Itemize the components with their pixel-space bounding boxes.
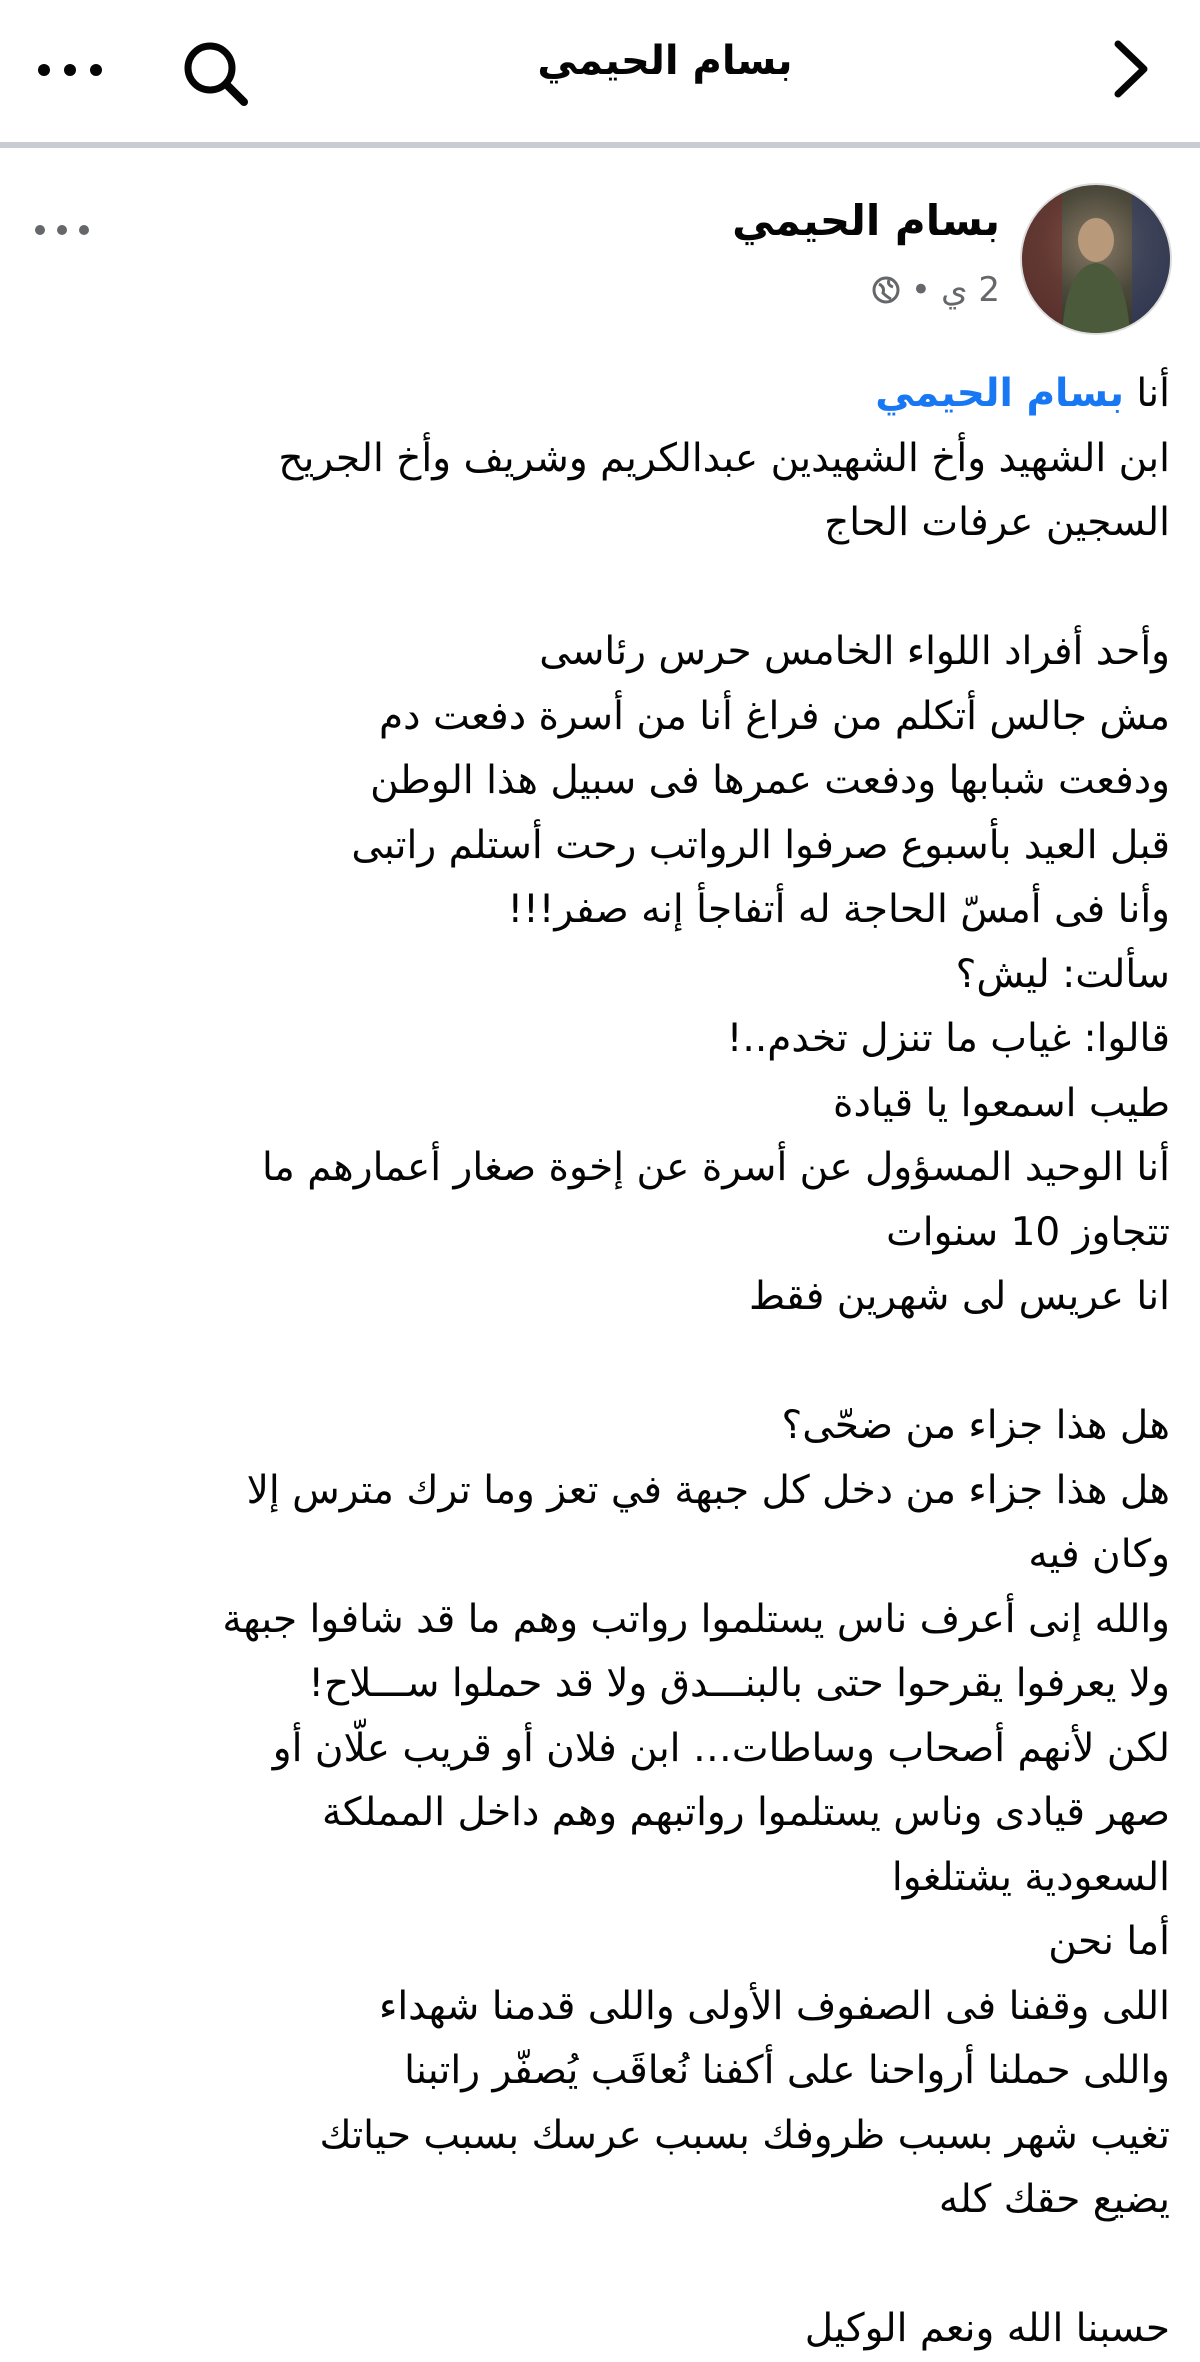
post-text-line: اللى وقفنا فى الصفوف الأولى واللى قدمنا شهداء (379, 1983, 1170, 2029)
post-text-line: حسبنا الله ونعم الوكيل (804, 2306, 1170, 2351)
post-text-line: هل هذا جزاء من ضحّى؟ (781, 1403, 1170, 1448)
post-meta (871, 270, 1000, 310)
post-text-line: لكن لأنهم أصحاب وساطات… ابن فلان أو قريب علّان أو (272, 1725, 1170, 1771)
post-text-line: تغيب شهر بسبب ظروفك بسبب عرسك بسبب حياتك (319, 2112, 1170, 2158)
globe-icon (871, 275, 901, 305)
post-text-line: وكان فيه (1028, 1532, 1170, 1577)
post-text-line: طيب اسمعوا يا قيادة (833, 1080, 1170, 1126)
author-avatar[interactable] (1020, 183, 1172, 335)
post-text-line: وأنا فى أمسّ الحاجة له أتفاجأ إنه صفر!!! (507, 887, 1170, 932)
post-text-line: قبل العيد بأسبوع صرفوا الرواتب رحت أستلم راتبى (351, 822, 1170, 868)
post-text-line: أنا الوحيد المسؤول عن أسرة عن إخوة صغار أعمارهم ما (262, 1145, 1170, 1190)
top-bar (0, 0, 1200, 142)
post-text-line: صهر قيادى وناس يستلموا رواتبهم وهم داخل المملكة (321, 1790, 1170, 1835)
post-text-line: واللى حملنا أرواحنا على أكفنا نُعاقَب يُصفّر راتبنا (404, 2048, 1170, 2093)
back-button[interactable] (1100, 34, 1160, 104)
post-time[interactable]: 2 ي (940, 270, 1000, 310)
blank-line (20, 1330, 1170, 1395)
post-text-line: السعودية يشتلغوا (891, 1854, 1170, 1900)
post-text-line: ودفعت شبابها ودفعت عمرها فى سبيل هذا الوطن (370, 758, 1170, 803)
post-text-line: انا عريس لى شهرين فقط (748, 1274, 1170, 1319)
header-divider (0, 142, 1200, 148)
post-text-line: سألت: ليش؟ (955, 951, 1170, 997)
post-text-line: أما نحن (1048, 1919, 1170, 1964)
post-text-line: ولا يعرفوا يقرحوا حتى بالبنـــدق ولا قد حملوا ســـلاح! (308, 1661, 1170, 1706)
post-options-button[interactable] (28, 210, 98, 250)
author-name[interactable]: بسام الحيمي (732, 196, 1000, 245)
post-body (20, 362, 1170, 2362)
post-text-line: السجين عرفات الحاج (824, 500, 1170, 545)
post-text-line: قالوا: غياب ما تنزل تخدم..! (726, 1016, 1170, 1061)
post-text-line: تتجاوز 10 سنوات (886, 1209, 1170, 1255)
mention-link[interactable]: بسام الحيمي (875, 371, 1125, 416)
post-intro-line (20, 362, 1170, 427)
post-text-line: يضيع حقك كله (938, 2177, 1170, 2222)
meta-separator: • (910, 270, 931, 310)
post-text-line: وأحد أفراد اللواء الخامس حرس رئاسى (539, 629, 1170, 674)
post-text-line: والله إنى أعرف ناس يستلموا رواتب وهم ما قد شافوا جبهة (222, 1596, 1170, 1642)
blank-line (20, 556, 1170, 621)
chevron-right-icon (1100, 34, 1160, 104)
blank-line (20, 2233, 1170, 2298)
avatar-photo (1022, 185, 1170, 333)
page-title: بسام الحيمي (537, 38, 793, 84)
post-text-line: هل هذا جزاء من دخل كل جبهة في تعز وما ترك مترس إلا (246, 1467, 1170, 1513)
more-dots-icon (28, 210, 98, 250)
intro-prefix: أنا (1136, 371, 1170, 416)
post-text-line: مش جالس أتكلم من فراغ أنا من أسرة دفعت دم (379, 693, 1170, 739)
post-text-line: ابن الشهيد وأخ الشهيدين عبدالكريم وشريف وأخ الجريح (278, 435, 1170, 481)
